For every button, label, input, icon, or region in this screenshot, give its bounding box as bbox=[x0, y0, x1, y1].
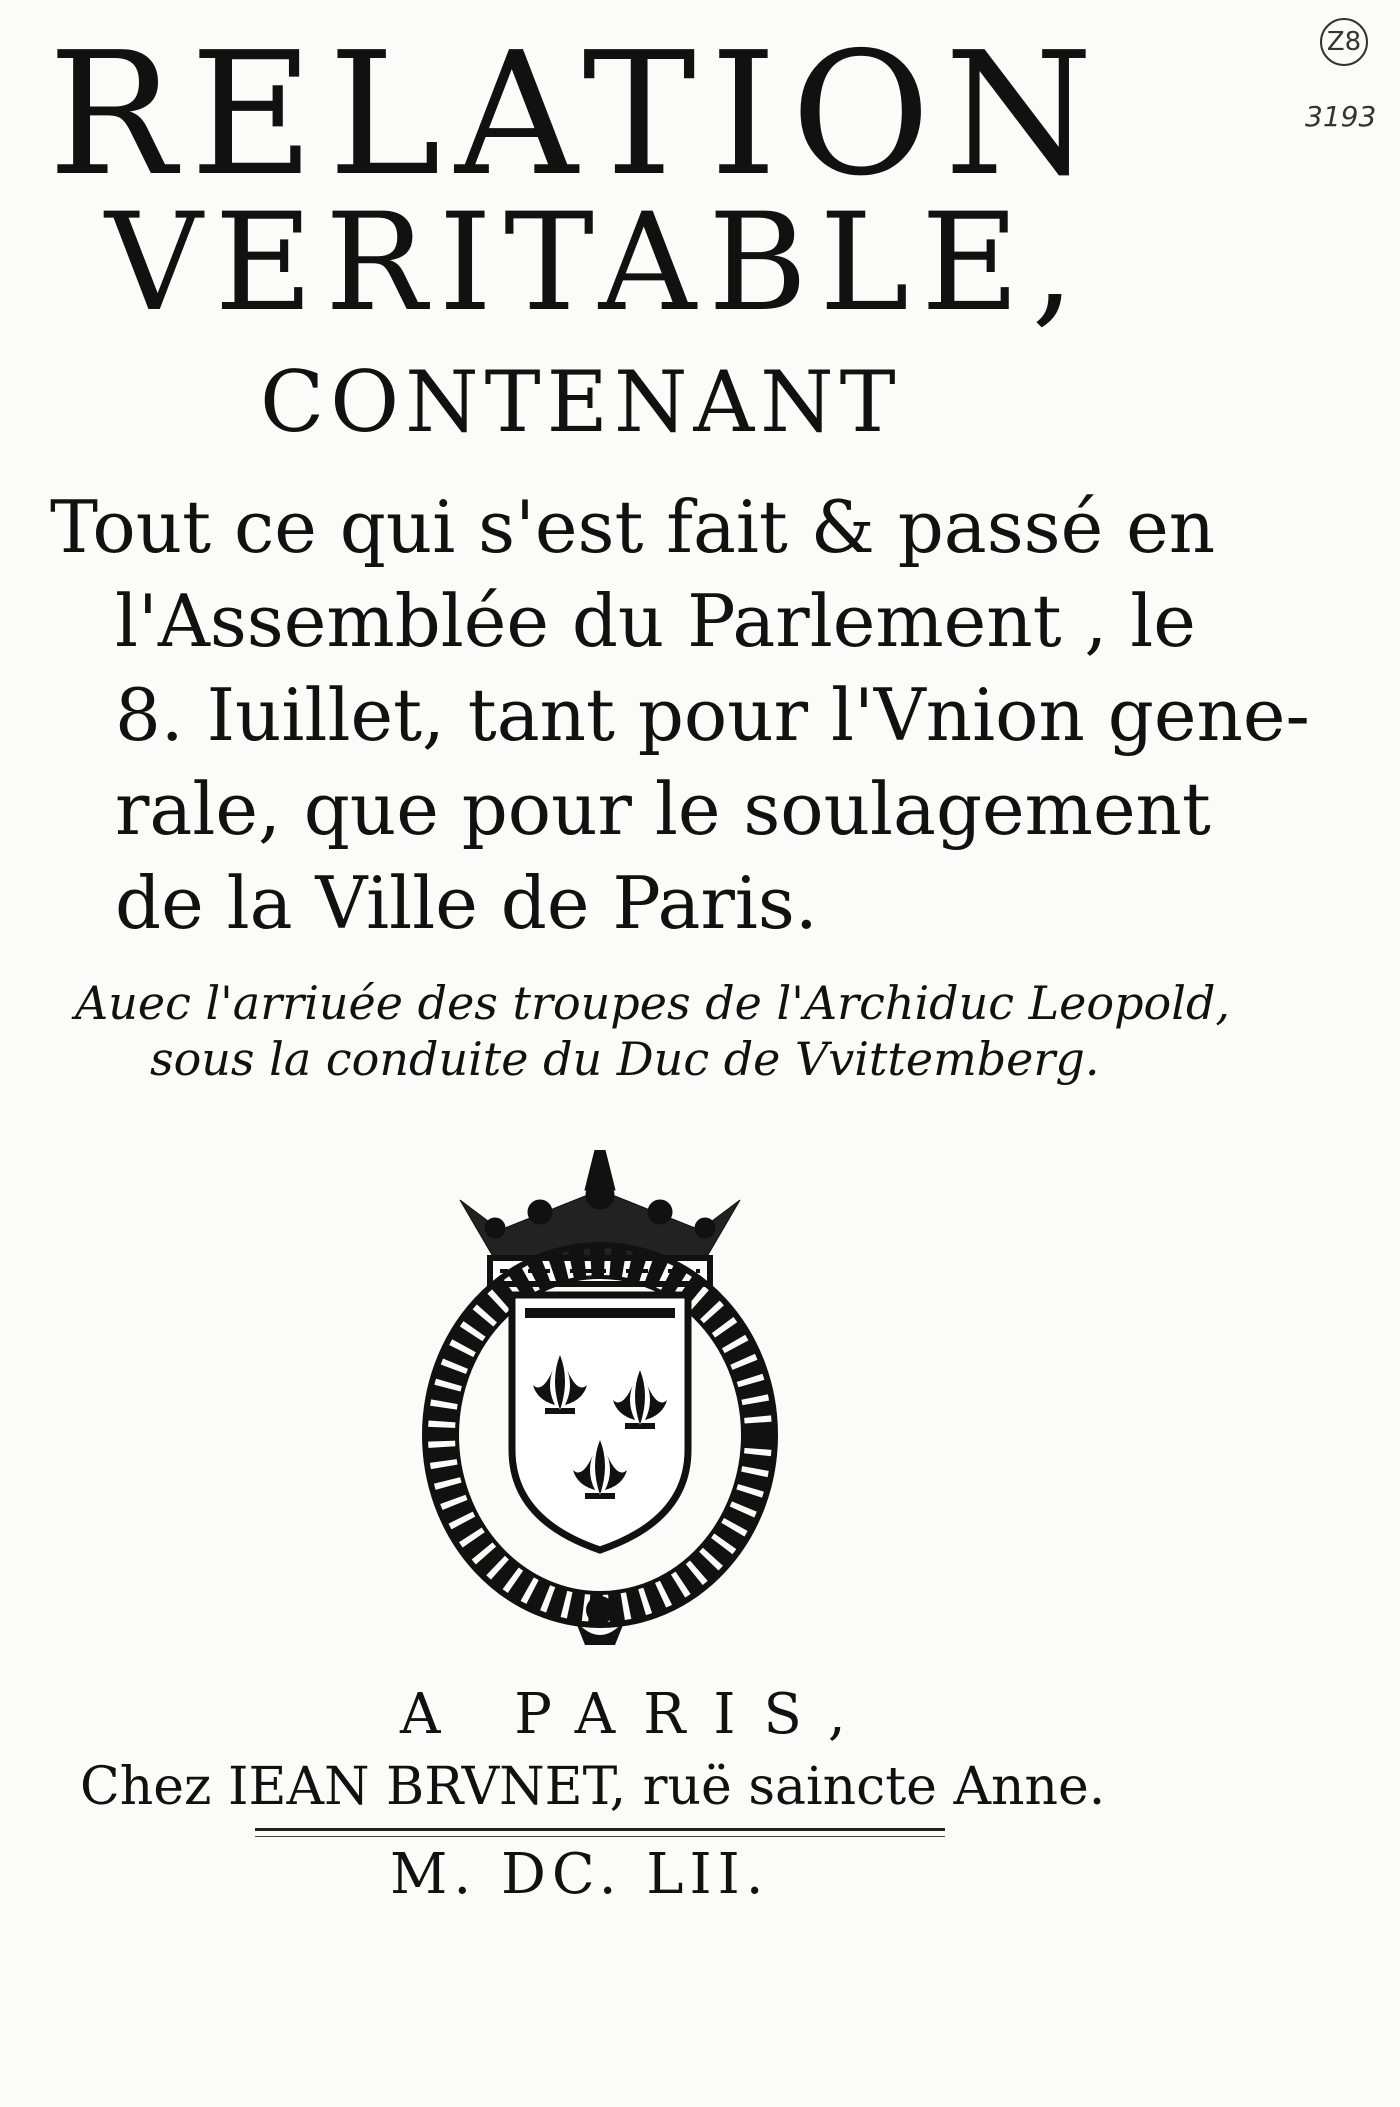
description-line: de la Ville de Paris. bbox=[115, 861, 818, 945]
description-line: 8. Iuillet, tant pour l'Vnion gene- bbox=[115, 673, 1310, 757]
description-line: l'Assemblée du Parlement , le bbox=[115, 579, 1196, 663]
divider bbox=[255, 1836, 945, 1837]
royal-coat-of-arms-icon bbox=[400, 1150, 800, 1650]
subtitle-line-1: Auec l'arriuée des troupes de l'Archiduc Leopold, bbox=[75, 976, 1231, 1030]
imprint-city: A PARIS, bbox=[400, 1682, 874, 1747]
description-line: Tout ce qui s'est fait & passé en bbox=[50, 485, 1216, 569]
divider bbox=[255, 1828, 945, 1831]
description-line: rale, que pour le soulagement bbox=[115, 767, 1211, 851]
library-stamp: Z8 bbox=[1320, 18, 1368, 66]
shelf-number: 3193 bbox=[1305, 100, 1377, 133]
title-line-2: VERITABLE, bbox=[105, 184, 1087, 341]
imprint-year: M. DC. LII. bbox=[390, 1842, 770, 1907]
imprint-printer: Chez IEAN BRVNET, ruë saincte Anne. bbox=[80, 1757, 1106, 1817]
subtitle-line-2: sous la conduite du Duc de Vvittemberg. bbox=[150, 1032, 1100, 1086]
title-line-1: RELATION bbox=[48, 16, 1108, 214]
description-block bbox=[50, 480, 1310, 950]
shield-icon bbox=[512, 1295, 688, 1550]
title-line-3: CONTENANT bbox=[260, 353, 902, 451]
subtitle-block bbox=[75, 975, 1230, 1087]
